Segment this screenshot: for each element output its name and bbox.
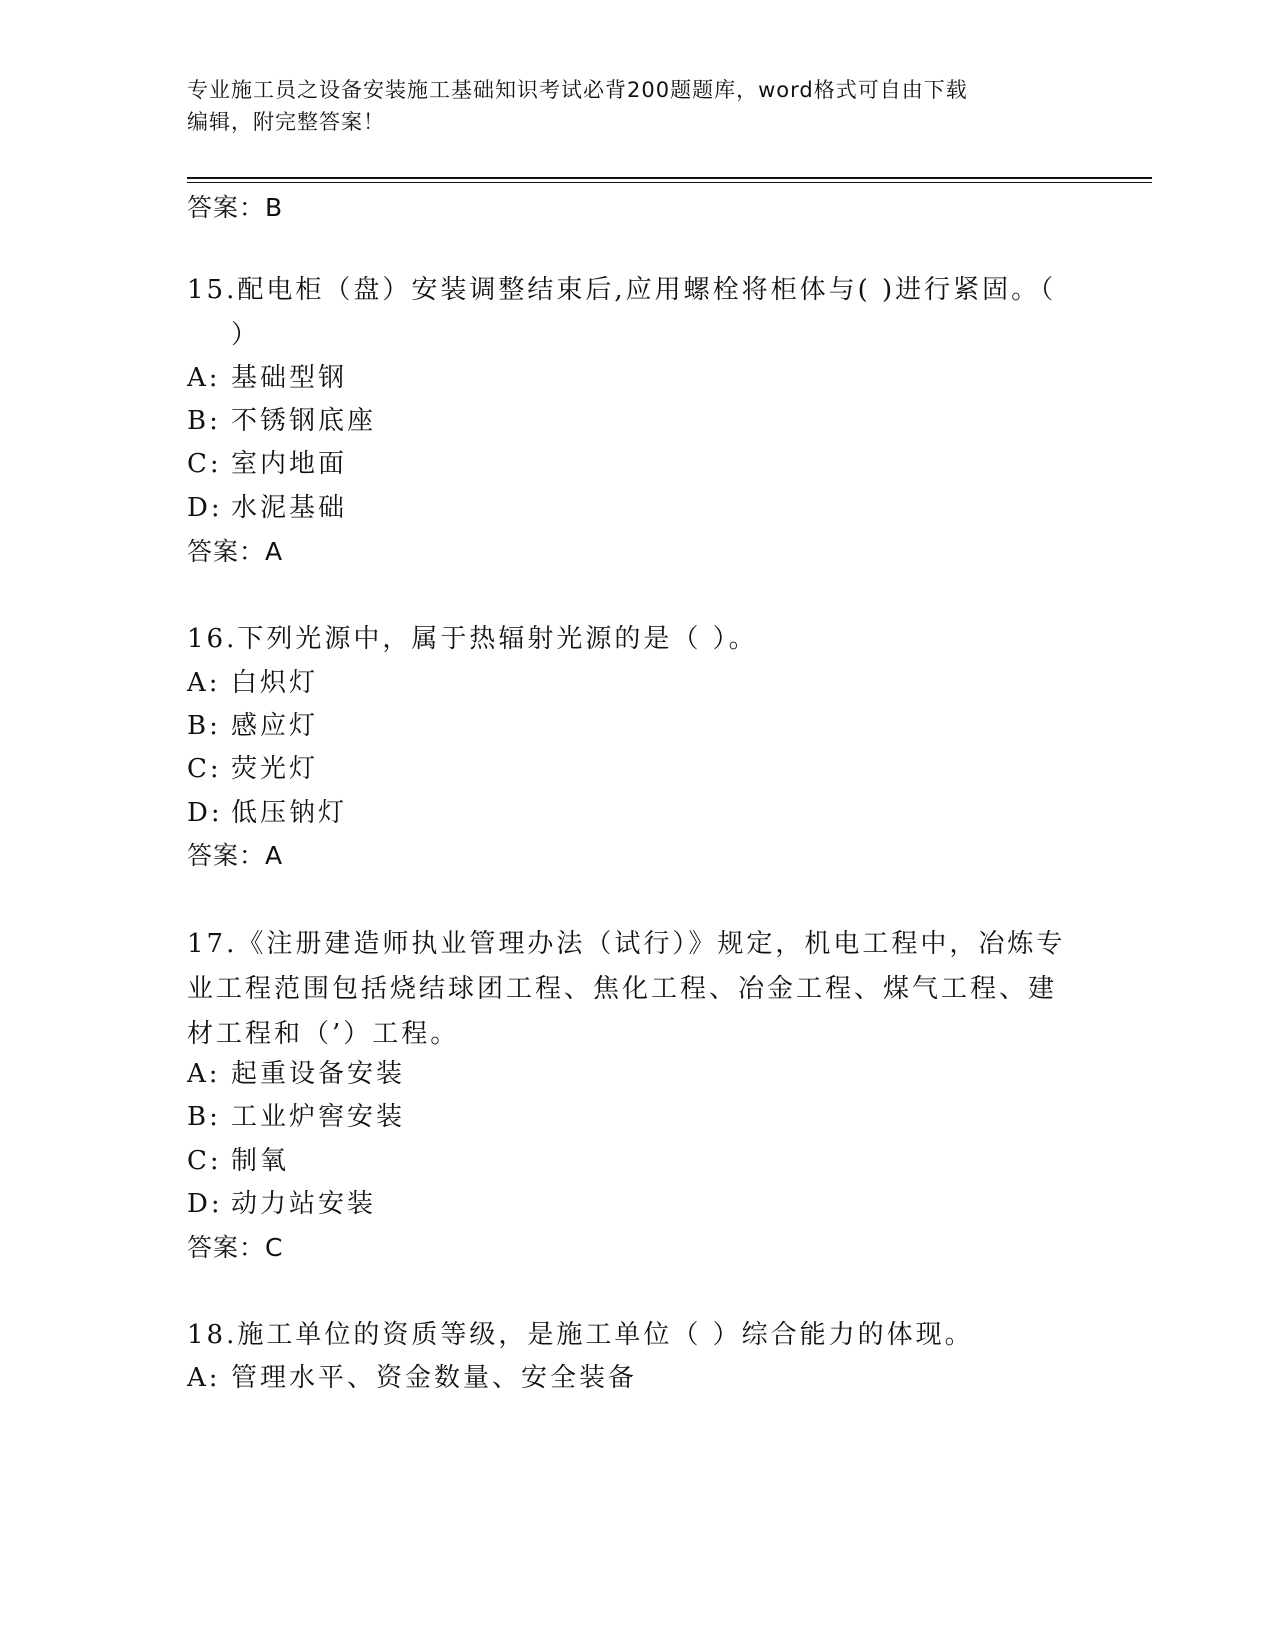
question-17-answer: 答案：C bbox=[187, 1233, 284, 1262]
option-letter: B: bbox=[187, 1102, 221, 1132]
question-15-stem bbox=[187, 268, 1087, 358]
question-15-stem-line-2: ） bbox=[231, 320, 261, 350]
question-16-option-c bbox=[187, 753, 318, 785]
question-15-option-b bbox=[187, 405, 376, 437]
header-rule-thin bbox=[187, 182, 1152, 183]
option-text: 感应灯 bbox=[231, 711, 319, 741]
question-17-option-b bbox=[187, 1101, 405, 1133]
header-rule-thick bbox=[187, 177, 1152, 179]
option-text: 基础型钢 bbox=[231, 363, 348, 393]
option-text: 工业炉窖安装 bbox=[231, 1102, 406, 1132]
option-letter: C: bbox=[187, 1146, 222, 1176]
option-text: 不锈钢底座 bbox=[231, 406, 377, 436]
question-17-option-a bbox=[187, 1058, 405, 1090]
document-header bbox=[187, 74, 1067, 138]
question-17-option-d bbox=[187, 1188, 376, 1220]
question-18-option-a bbox=[187, 1362, 637, 1394]
option-letter: D: bbox=[187, 798, 223, 828]
option-letter: A: bbox=[187, 668, 221, 698]
question-16-option-b bbox=[187, 710, 318, 742]
question-17-stem-line-3: 材工程和（’）工程。 bbox=[187, 1019, 460, 1049]
option-letter: C: bbox=[187, 754, 222, 784]
question-16-option-a bbox=[187, 667, 318, 699]
question-18-stem bbox=[187, 1313, 1087, 1358]
question-16-option-d bbox=[187, 797, 347, 829]
answer-14: 答案：B bbox=[187, 193, 284, 222]
question-15-option-a bbox=[187, 362, 347, 394]
option-letter: B: bbox=[187, 406, 221, 436]
question-18-stem-line-1: 18.施工单位的资质等级，是施工单位（ ）综合能力的体现。 bbox=[187, 1320, 974, 1350]
question-17-option-c bbox=[187, 1145, 289, 1177]
option-letter: A: bbox=[187, 363, 221, 393]
option-text: 制氧 bbox=[231, 1146, 290, 1176]
question-15-answer: 答案：A bbox=[187, 537, 284, 566]
question-17-stem-line-1: 17.《注册建造师执业管理办法（试行）》规定，机电工程中，冶炼专 bbox=[187, 929, 1066, 959]
question-16-stem-line-1: 16.下列光源中，属于热辐射光源的是（ ）。 bbox=[187, 624, 758, 654]
option-letter: A: bbox=[187, 1059, 221, 1089]
header-line-2: 编辑，附完整答案！ bbox=[187, 110, 385, 134]
option-text: 起重设备安装 bbox=[231, 1059, 406, 1089]
option-text: 室内地面 bbox=[231, 449, 348, 479]
option-letter: D: bbox=[187, 493, 223, 523]
option-text: 动力站安装 bbox=[231, 1189, 377, 1219]
option-text: 低压钠灯 bbox=[231, 798, 348, 828]
option-text: 管理水平、资金数量、安全装备 bbox=[231, 1363, 638, 1393]
option-letter: B: bbox=[187, 711, 221, 741]
option-letter: A: bbox=[187, 1363, 221, 1393]
question-15-stem-line-1: 15.配电柜（盘）安装调整结束后,应用螺栓将柜体与( )进行紧固。（ bbox=[187, 275, 1057, 305]
option-text: 水泥基础 bbox=[231, 493, 348, 523]
option-text: 荧光灯 bbox=[231, 754, 319, 784]
question-16-stem bbox=[187, 617, 1087, 662]
option-text: 白炽灯 bbox=[231, 668, 319, 698]
question-15-option-d bbox=[187, 492, 347, 524]
question-16-answer: 答案：A bbox=[187, 841, 284, 870]
header-line-1: 专业施工员之设备安装施工基础知识考试必背200题题库，word格式可自由下载 bbox=[187, 78, 968, 102]
question-17-stem bbox=[187, 922, 1087, 1057]
option-letter: C: bbox=[187, 449, 222, 479]
option-letter: D: bbox=[187, 1189, 223, 1219]
question-17-stem-line-2: 业工程范围包括烧结球团工程、焦化工程、冶金工程、煤气工程、建 bbox=[187, 974, 1058, 1004]
question-15-option-c bbox=[187, 448, 347, 480]
